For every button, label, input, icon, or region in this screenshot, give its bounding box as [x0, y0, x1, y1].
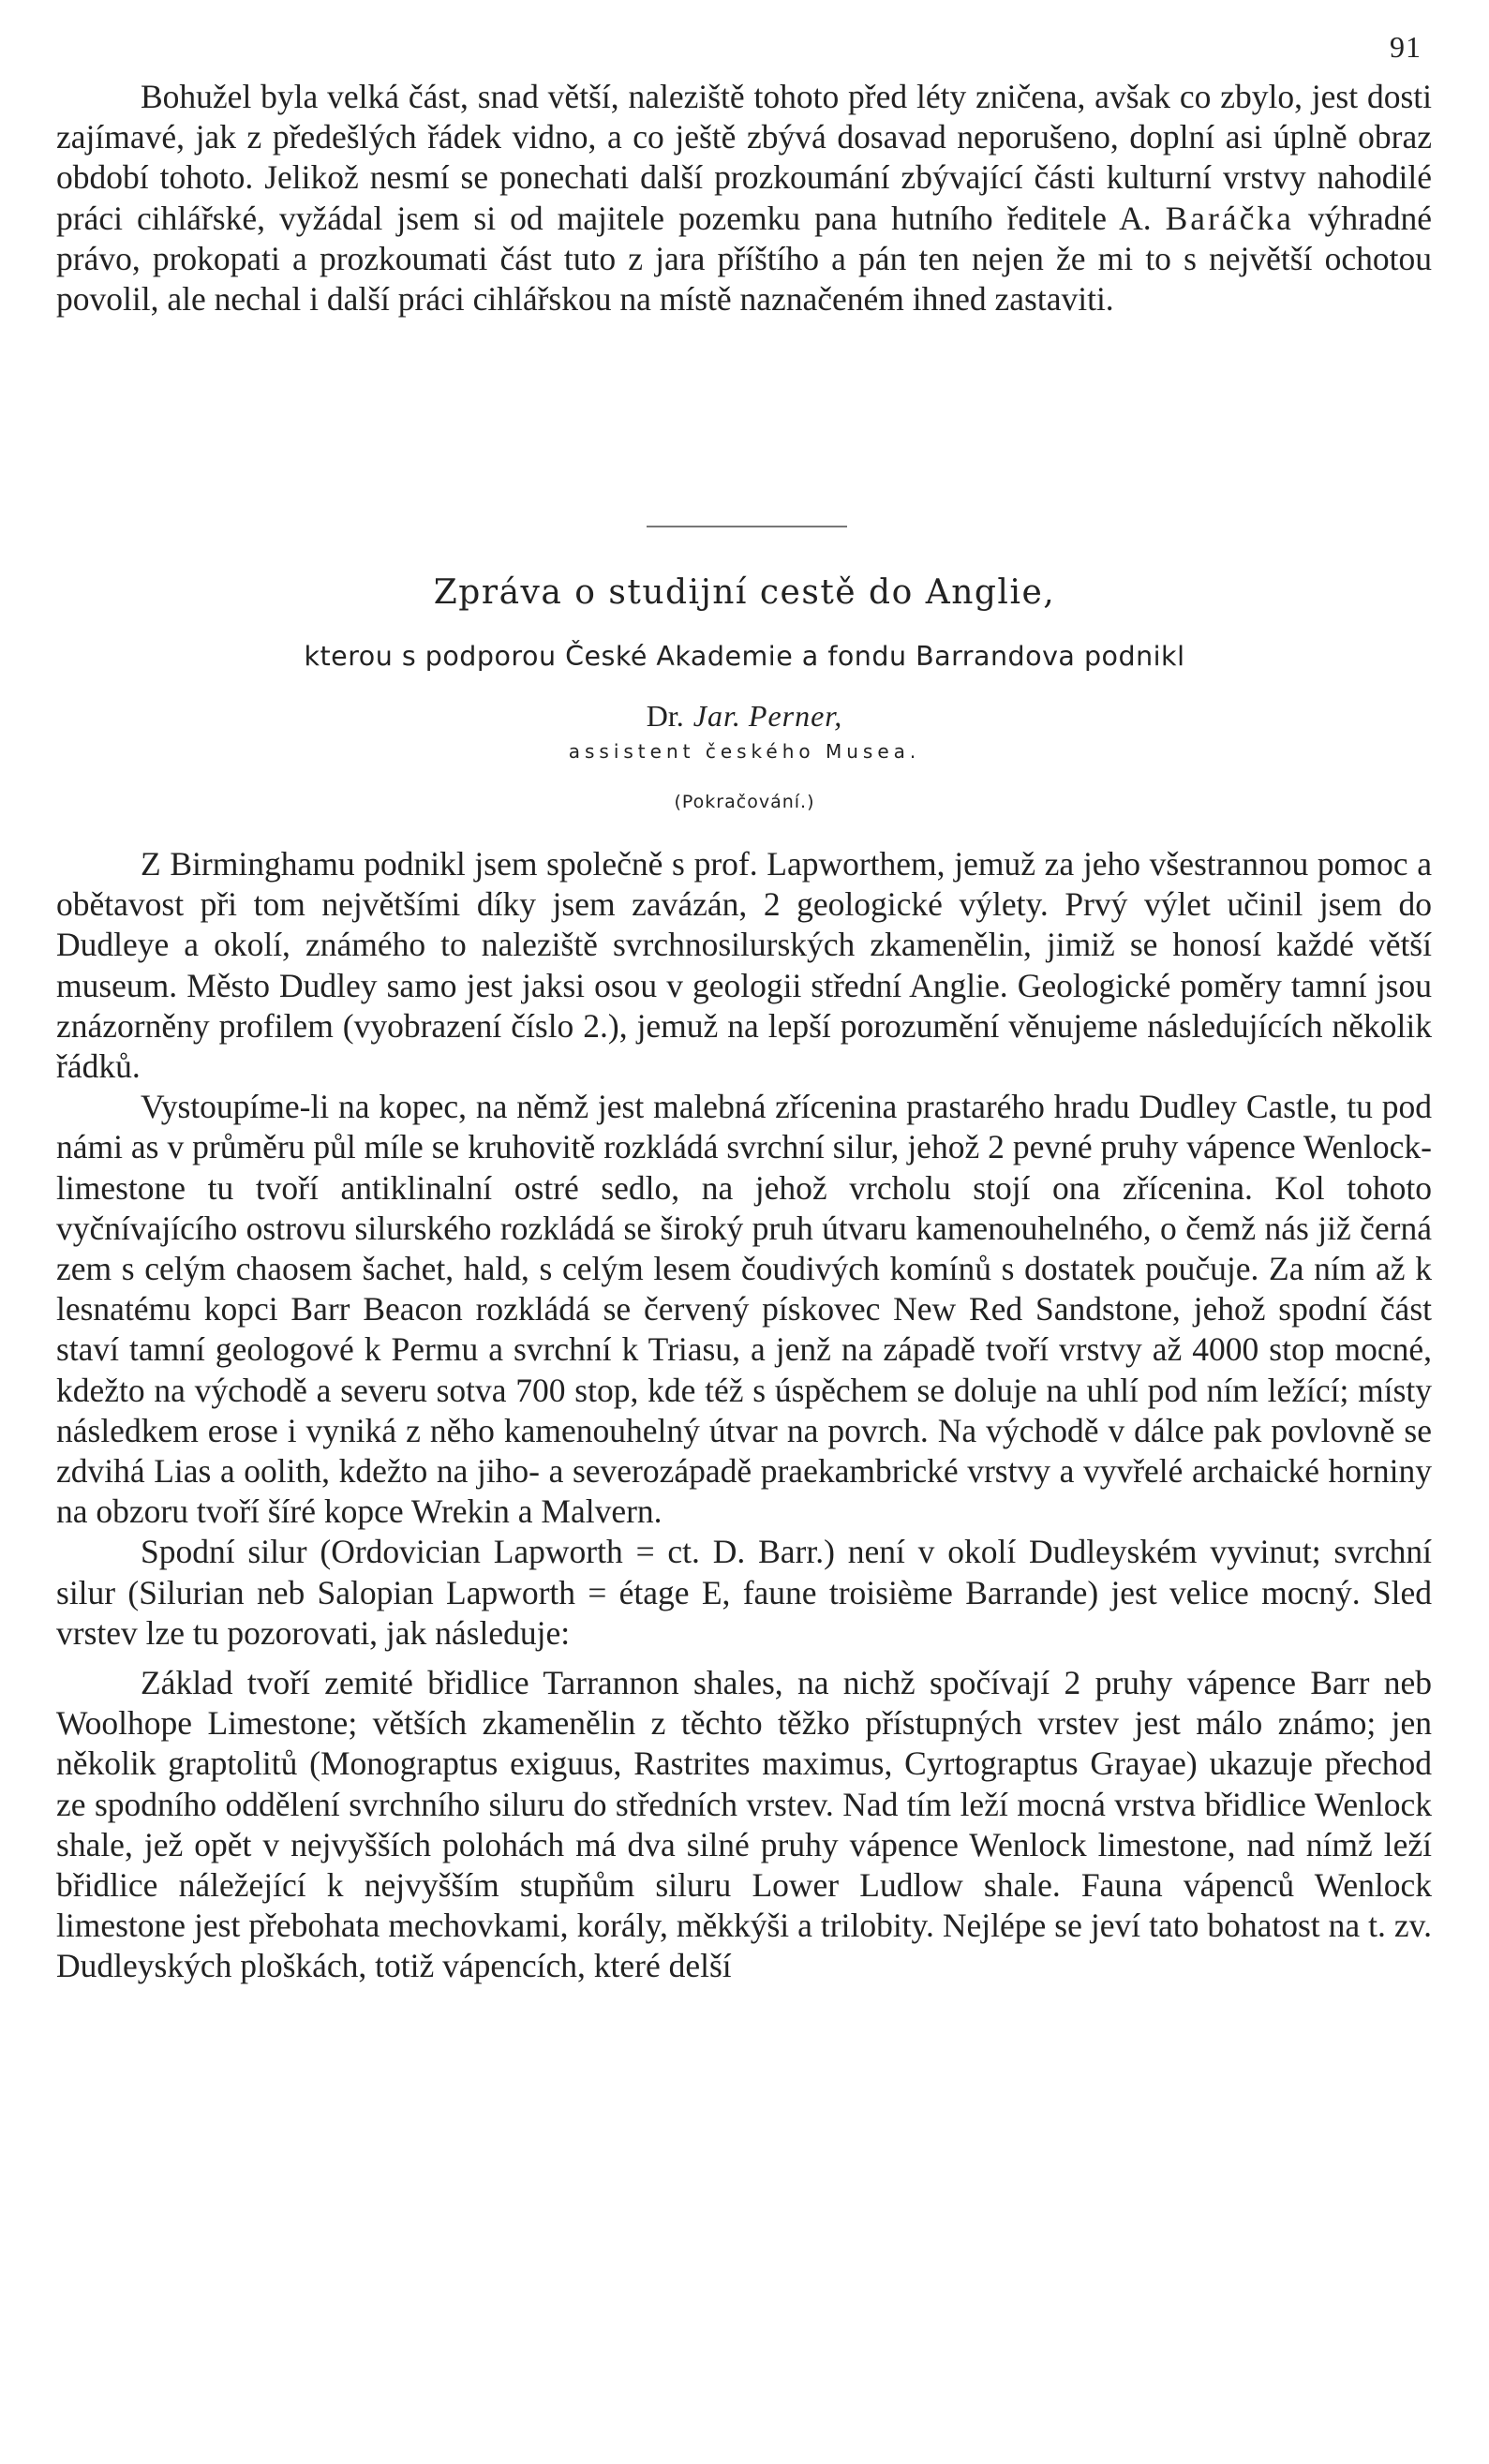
body-paragraph: Vystoupíme-li na kopec, na němž jest malebná zřícenina prastarého hradu Dudley Castle, tu pod námi as v průměru půl míle se kruhovitě rozkládá svrchní silur, jehož 2 pevné pruhy vápence Wenlock-limestone tu tvoří antiklinalní ostré sedlo, na jehož vrcholu stojí ona zřícenina. Kol tohoto vyčnívajícího ostrovu silurského rozkládá se široký pruh útvaru kamenouhelného, o čemž nás již černá zem s celým chaosem šachet, hald, s celým lesem čoudivých komínů s dostatek poučuje. Za ním až k lesnatému kopci Barr Beacon rozkládá se červený pískovec New Red Sandstone, jehož spodní část staví tamní geologové k Permu a svrchní k Triasu, a jenž na západě tvoří vrstvy až 4000 stop mocné, kdežto na východě a severu sotva 700 stop, kde též s úspěchem se doluje na uhlí pod ním ležící; místy následkem erose i vyniká z něho kamenouhelný útvar na povrch. Na východě v dálce pak povlovně se zdvihá Lias a oolith, kdežto na jiho- a severozápadě praekambrické vrstvy a vyvřelé archaické horniny na obzoru tvoří šíré kopce Wrekin a Malvern.	[56, 1088, 1432, 1531]
intro-text-part1: Bohužel byla velká část, snad větší, naleziště tohoto před léty zničena, avšak co zbylo, jest dosti zajímavé, jak z předešlých řádek vidno, a co ještě zbývá dosavad neporušeno, doplní asi úplně obraz období tohoto. Jelikož nesmí se ponechati další prozkoumání zbývající části kulturní vrstvy nahodilé práci cihlářské, vyžádal jsem si od majitele pozemku pana hutního ředitele A.	[56, 78, 1432, 237]
article-subtitle: kterou s podporou České Akademie a fondu Barrandova podnikl	[304, 641, 1185, 672]
body-paragraph: Základ tvoří zemité břidlice Tarrannon shales, na nichž spočívají 2 pruhy vápence Barr neb Woolhope Limestone; větších zkamenělin z těchto těžko přístupných vrstev jest málo známo; jen několik graptolitů (Monograptus exiguus, Rastrites maximus, Cyrtograptus Grayae) ukazuje přechod ze spodního oddělení svrchního siluru do středních vrstev. Nad tím leží mocná vrstva břidlice Wenlock shale, jež opět v nejvyšších polohách má dva silné pruhy vápence Wenlock limestone, nad nímž leží břidlice náležející k nejvyšším stupňům siluru Lower Ludlow shale. Fauna vápenců Wenlock limestone jest přebohata mechovkami, korály, měkkýši a trilobity. Nejlépe se jeví tato bohatost na t. zv. Dudleyských ploškách, totiž vápencích, které delší	[56, 1664, 1432, 1985]
author-last-name: Perner,	[748, 699, 843, 733]
body-paragraph: Spodní silur (Ordovician Lapworth = ct. D. Barr.) není v okolí Dudleyském vyvinut; svrchní silur (Silurian neb Salopian Lapworth = étage E, faune troisième Barrande) jest velice mocný. Sled vrstev lze tu pozorovati, jak následuje:	[56, 1533, 1432, 1652]
body-paragraph: Z Birminghamu podnikl jsem společně s prof. Lapworthem, jemuž za jeho všestrannou pomoc a obětavost při tom největšími díky jsem zavázán, 2 geologické výlety. Prvý výlet učinil jsem do Dudleye a okolí, známého to naleziště svrchnosilurských zkamenělin, jimiž se honosí každé větší museum. Město Dudley samo jest jaksi osou v geologii střední Anglie. Geologické poměry tamní jsou znázorněny profilem (vyobrazení číslo 2.), jemuž na lepší porozumění věnujeme následujících několik řádků.	[56, 845, 1432, 1086]
intro-text-part2: výhradné právo, prokopati a prozkoumati část tuto z jara příštího a pán ten nejen že mi to s největší ochotou povolil, ale nechal i další práci cihlářskou na místě naznačeném ihned zastaviti.	[56, 199, 1433, 319]
page-number: 91	[1390, 30, 1422, 64]
intro-section	[56, 77, 1432, 319]
continued-note: (Pokračování.)	[674, 792, 815, 812]
intro-name-spaced: Baráčka	[1165, 199, 1294, 237]
intro-paragraph	[56, 77, 1432, 319]
author-prefix: Dr.	[646, 699, 684, 733]
article-title: Zpráva o studijní cestě do Anglie,	[433, 573, 1056, 612]
article-author	[0, 699, 1489, 734]
author-first-name: Jar.	[692, 699, 741, 733]
section-divider	[647, 526, 847, 527]
body-text	[56, 844, 1432, 1987]
author-affiliation: assistent českého Musea.	[568, 740, 921, 763]
